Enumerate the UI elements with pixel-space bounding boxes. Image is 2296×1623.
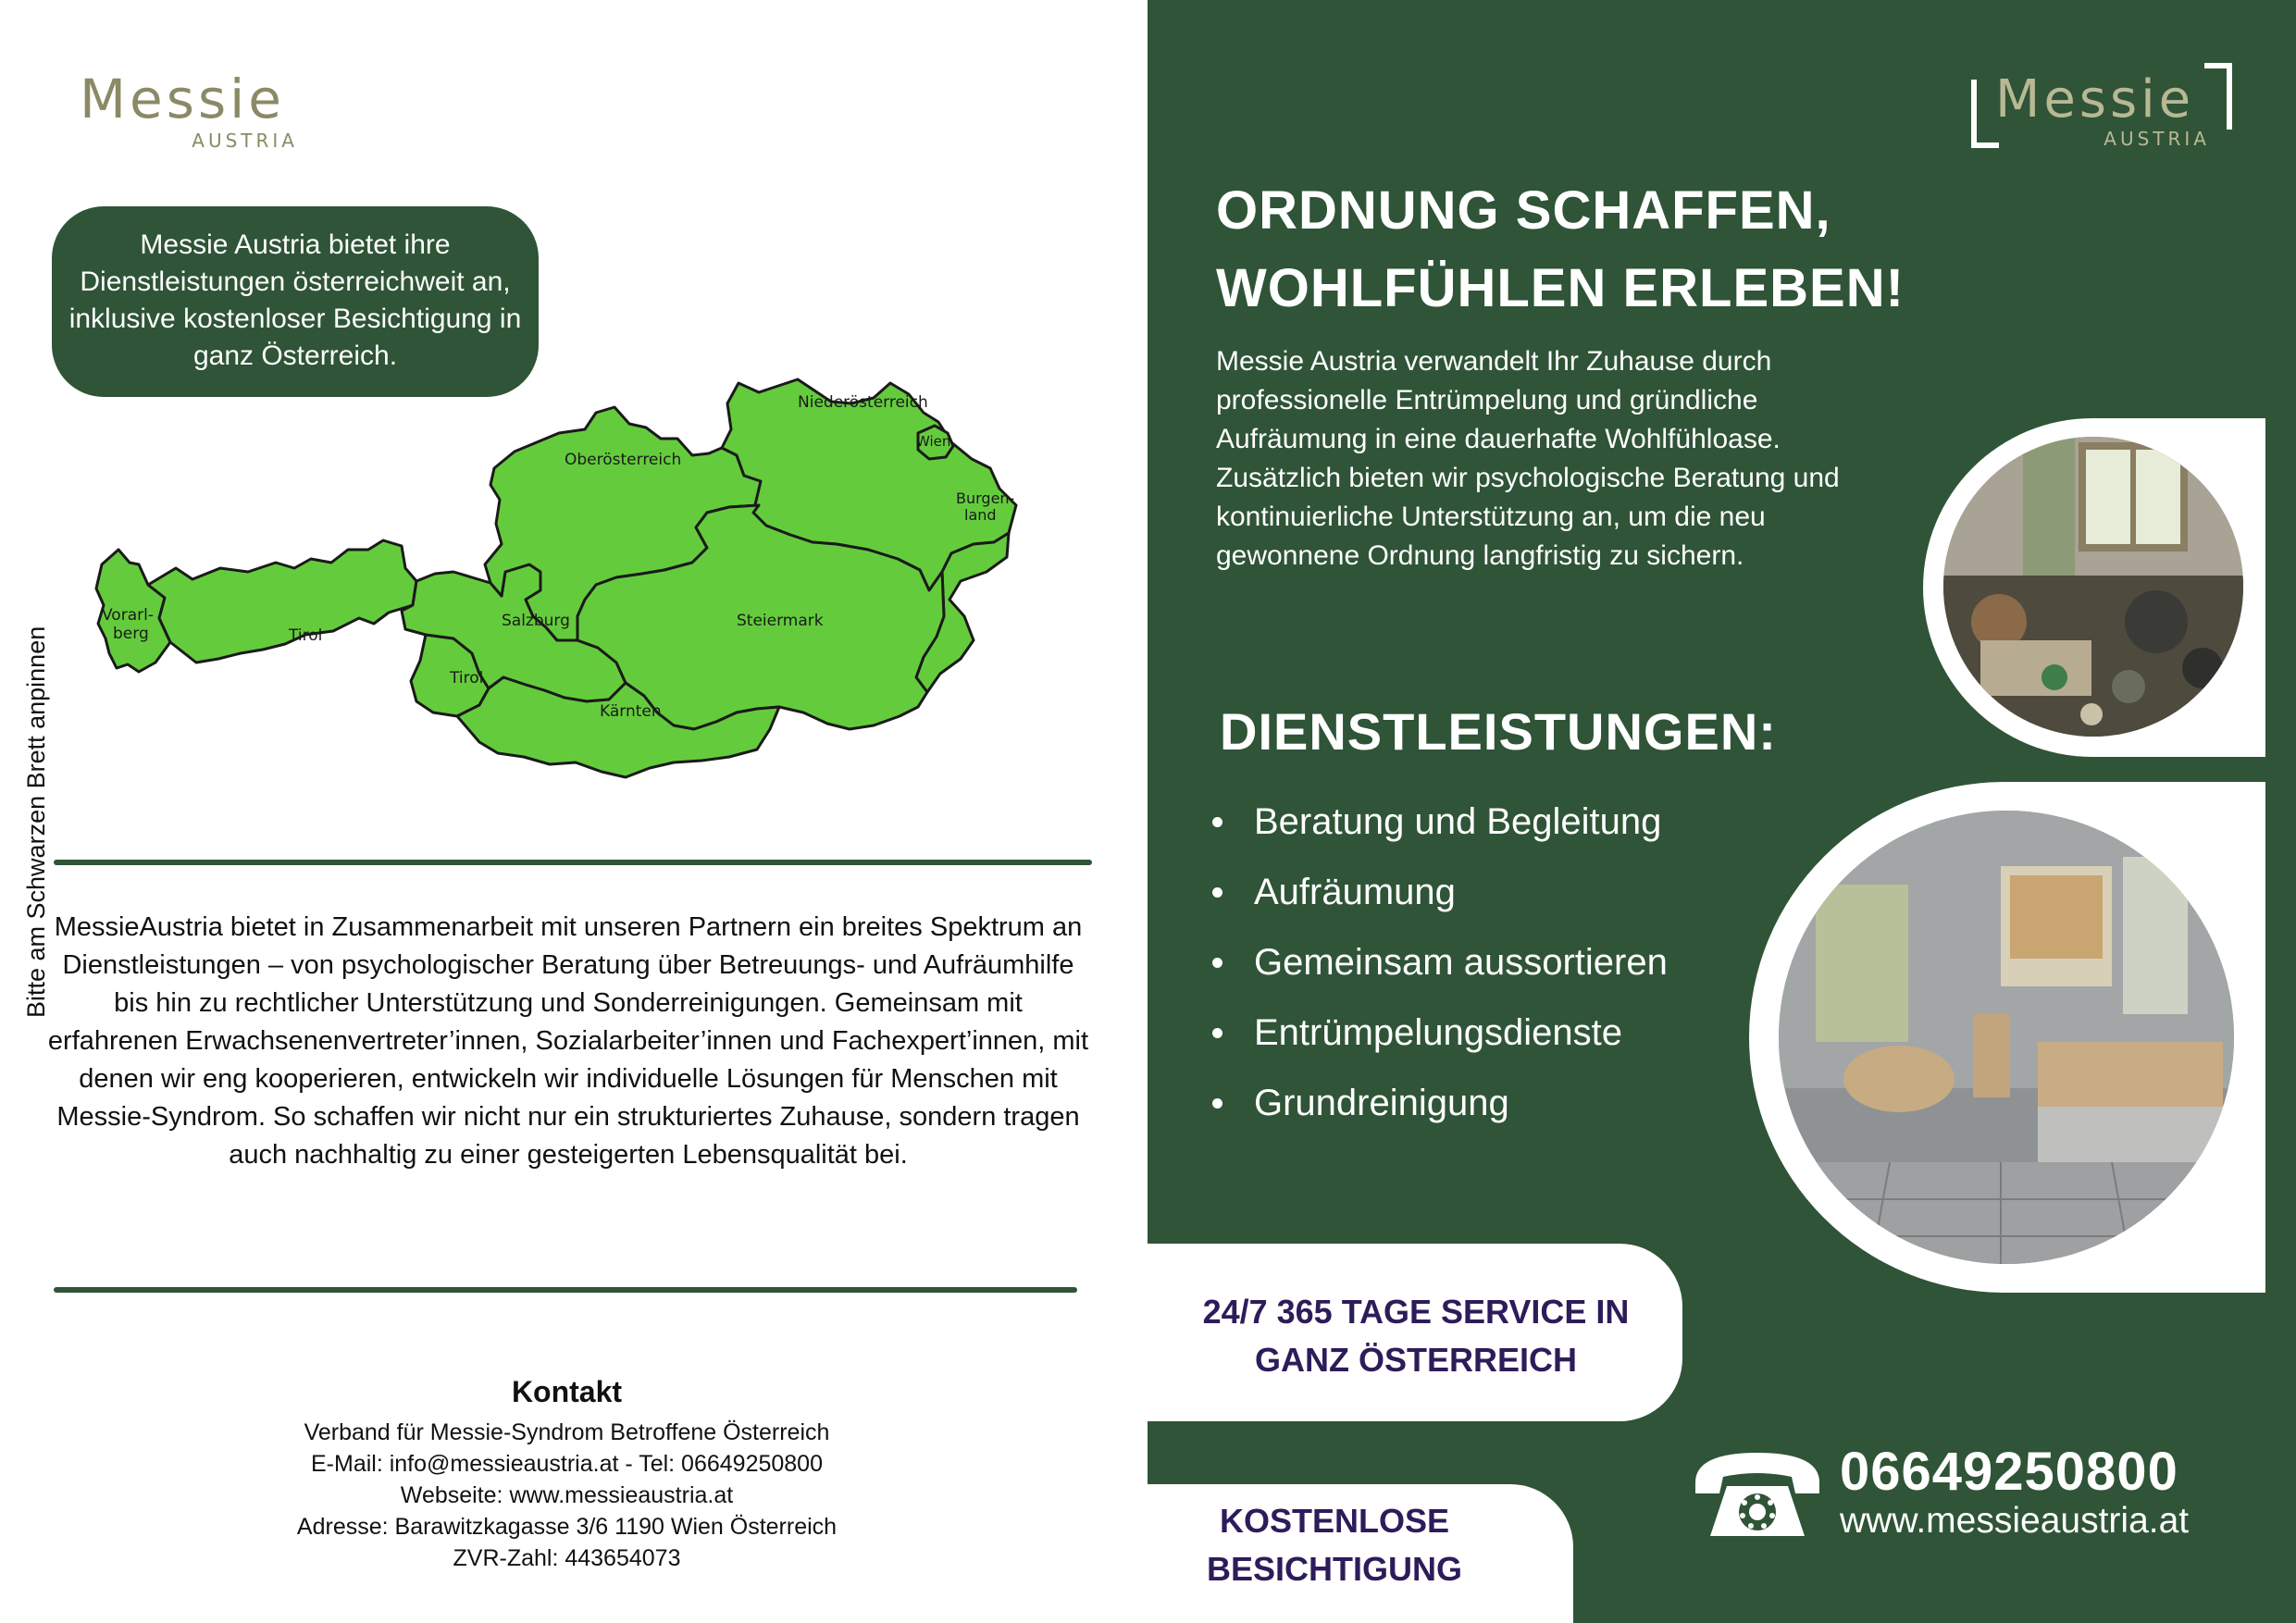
map-label-burgenland-1: Burgen- — [956, 489, 1015, 507]
logo-sub: AUSTRIA — [192, 130, 298, 152]
contact-address: Adresse: Barawitzkagasse 3/6 1190 Wien Österreich — [296, 1514, 838, 1540]
contact-org: Verband für Messie-Syndrom Betroffene Österreich — [304, 1419, 830, 1445]
service-label: Gemeinsam aussortieren — [1254, 942, 1668, 983]
about-paragraph: MessieAustria bietet in Zusammenarbeit mit unseren Partnern ein breites Spektrum an Dienstleistungen – von psychologischer Beratung über Betreuungs- und Aufräumhilfe bis hin zu rechtlicher Unterstützung und Sonderreinigungen. Gemeinsam mit erfahrenen Erwachsenenvertreter’innen, Sozialarbeiter’innen und Fachexpert’innen, mit denen wir eng kooperieren, entwickeln wir individuelle Lösungen für Menschen mit Messie-Syndrom. So schaffen wir nicht nur ein strukturiertes Zuhause, sondern tragen auch nachhaltig zu einer gesteigerten Lebensqualität bei. — [47, 912, 1089, 1170]
headline-line-2: WOHLFÜHLEN ERLEBEN! — [1216, 258, 1905, 318]
service-item — [1212, 787, 1668, 857]
messie-austria-logo — [80, 68, 302, 152]
map-label-tirol: Tirol — [289, 626, 323, 645]
divider-top — [54, 860, 1092, 865]
region-tirol — [148, 540, 416, 663]
austria-map — [91, 294, 1025, 785]
contact-block — [222, 1375, 912, 1574]
coverage-bubble: Messie Austria bietet ihre Dienstleistungen österreichweit an, inklusive kostenloser Besichtigung in ganz Österreich. — [52, 206, 539, 397]
visit-badge — [1148, 1484, 1573, 1623]
map-label-wien: Wien — [916, 433, 951, 450]
map-label-vorarlberg-2: berg — [113, 625, 149, 643]
services-list — [1212, 787, 1668, 1138]
logo-bracket-right — [2204, 63, 2232, 130]
bullet-icon — [1212, 1098, 1222, 1109]
logo-sub-light: AUSTRIA — [2104, 128, 2210, 150]
service-item — [1212, 1068, 1668, 1138]
bathroom-photo — [1779, 811, 2234, 1264]
visit-badge-line-2: BESICHTIGUNG — [1206, 1550, 1462, 1588]
bullet-icon — [1212, 958, 1222, 968]
service-label: Aufräumung — [1254, 872, 1456, 912]
intro-paragraph: Messie Austria verwandelt Ihr Zuhause durch professionelle Entrümpelung und gründliche Aufräumung in eine dauerhafte Wohlfühloase. Zusätzlich bieten wir psychologische Beratung und kontinuierliche Unterstützung an, um die neu gewonnene Ordnung langfristig zu sichern. — [1216, 346, 1840, 571]
contact-website: Webseite: www.messieaustria.at — [400, 1482, 734, 1508]
service-label: Beratung und Begleitung — [1254, 801, 1662, 842]
map-label-osttirol: Tirol — [450, 669, 484, 688]
services-title: DIENSTLEISTUNGEN: — [1220, 702, 1777, 761]
bullet-icon — [1212, 817, 1222, 827]
contact-email-tel: E-Mail: info@messieaustria.at - Tel: 06649250800 — [311, 1451, 823, 1477]
map-label-kaernten: Kärnten — [600, 702, 662, 721]
bullet-icon — [1212, 887, 1222, 898]
service-label: Grundreinigung — [1254, 1083, 1509, 1123]
messie-austria-logo-light — [1971, 63, 2232, 148]
bullet-icon — [1212, 1028, 1222, 1038]
map-label-oberoesterreich: Oberösterreich — [565, 451, 682, 469]
map-label-steiermark: Steiermark — [737, 612, 824, 630]
service-item — [1212, 927, 1668, 997]
service-badge-line-1: 24/7 365 TAGE SERVICE IN — [1202, 1293, 1630, 1331]
logo-word-light: Messie — [1995, 69, 2195, 130]
headline — [1216, 172, 1905, 328]
service-item — [1212, 857, 1668, 927]
contact-zvr: ZVR-Zahl: 443654073 — [453, 1545, 681, 1571]
telephone-icon — [1686, 1445, 1829, 1543]
website-link[interactable]: www.messieaustria.at — [1840, 1501, 2190, 1541]
phone-number[interactable]: 06649250800 — [1840, 1442, 2178, 1502]
service-label: Entrümpelungsdienste — [1254, 1012, 1623, 1053]
map-label-salzburg: Salzburg — [502, 612, 570, 630]
map-label-niederoesterreich: Niederösterreich — [798, 393, 928, 412]
cluttered-room-photo — [1943, 437, 2243, 737]
logo-word: Messie — [80, 68, 285, 130]
contact-heading: Kontakt — [511, 1375, 623, 1408]
service-item — [1212, 997, 1668, 1068]
side-note: Bitte am Schwarzen Brett anpinnen — [22, 626, 50, 1018]
service-badge-line-2: GANZ ÖSTERREICH — [1254, 1341, 1577, 1379]
map-label-vorarlberg-1: Vorarl- — [102, 606, 154, 625]
map-label-burgenland-2: land — [964, 506, 997, 524]
headline-line-1: ORDNUNG SCHAFFEN, — [1216, 180, 1831, 241]
divider-bottom — [54, 1287, 1077, 1293]
service-badge — [1148, 1244, 1682, 1421]
visit-badge-line-1: KOSTENLOSE — [1219, 1502, 1450, 1540]
